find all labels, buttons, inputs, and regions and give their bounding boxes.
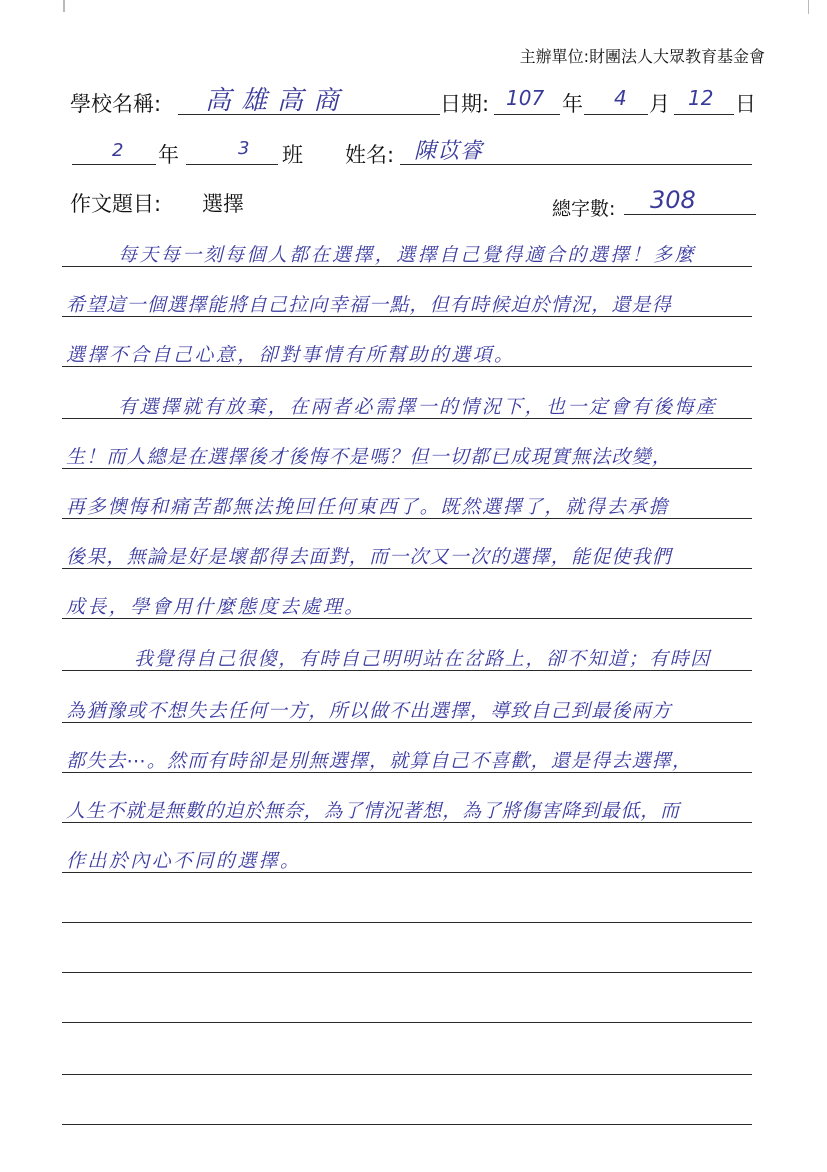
day-value: 12 xyxy=(688,86,714,110)
essay-line: 為猶豫或不想失去任何一方，所以做不出選擇，導致自己到最後兩方 xyxy=(66,700,673,722)
title-label: 作文題目: xyxy=(70,192,162,216)
ruled-line xyxy=(62,872,752,873)
wordcount-label: 總字數: xyxy=(552,198,616,220)
month-label: 月 xyxy=(649,92,670,116)
ruled-line xyxy=(62,922,752,923)
day-label: 日 xyxy=(735,92,756,116)
wordcount-value: 308 xyxy=(650,186,696,214)
grade-underline xyxy=(72,164,156,165)
date-label: 日期: xyxy=(440,92,490,116)
ruled-line xyxy=(62,1022,752,1023)
ruled-line xyxy=(62,518,752,519)
ruled-line xyxy=(62,670,752,671)
ruled-line xyxy=(62,618,752,619)
grade-label: 年 xyxy=(158,143,179,167)
essay-line: 每天每一刻每個人都在選擇，選擇自己覺得適合的選擇！多麼 xyxy=(118,244,696,266)
ruled-line xyxy=(62,418,752,419)
ruled-line xyxy=(62,1124,752,1125)
ruled-line xyxy=(62,568,752,569)
ruled-line xyxy=(62,316,752,317)
ruled-line xyxy=(62,366,752,367)
essay-line: 選擇不合自己心意，卻對事情有所幫助的選項。 xyxy=(66,344,516,366)
school-underline xyxy=(178,114,440,115)
wordcount-underline xyxy=(624,214,756,215)
title-value: 選擇 xyxy=(202,192,244,216)
name-label: 姓名: xyxy=(345,143,395,167)
essay-line: 作出於內心不同的選擇。 xyxy=(66,850,302,872)
essay-line: 人生不就是無數的迫於無奈，為了情況著想，為了將傷害降到最低，而 xyxy=(66,800,680,822)
scan-speck xyxy=(63,0,65,12)
ruled-line xyxy=(62,972,752,973)
year-value: 107 xyxy=(506,86,545,110)
ruled-line xyxy=(62,772,752,773)
day-underline xyxy=(674,114,734,115)
essay-line: 生！而人總是在選擇後才後悔不是嗎？但一切都已成現實無法改變， xyxy=(66,446,673,468)
essay-line: 我覺得自己很傻，有時自己明明站在岔路上，卻不知道；有時因 xyxy=(134,648,711,670)
class-value: 3 xyxy=(238,138,250,159)
organizer-text: 主辦單位:財團法人大眾教育基金會 xyxy=(519,47,765,66)
month-underline xyxy=(584,114,648,115)
month-value: 4 xyxy=(614,86,627,110)
school-value: 高雄高商 xyxy=(205,86,350,116)
grade-value: 2 xyxy=(112,140,124,161)
scan-speck xyxy=(808,0,809,14)
ruled-line xyxy=(62,1074,752,1075)
class-label: 班 xyxy=(282,143,303,167)
name-value: 陳苡睿 xyxy=(414,139,484,164)
ruled-line xyxy=(62,468,752,469)
essay-line: 希望這一個選擇能將自己拉向幸福一點，但有時候迫於情況，還是得 xyxy=(66,294,673,316)
essay-line: 成長，學會用什麼態度去處理。 xyxy=(66,596,366,618)
ruled-line xyxy=(62,266,752,267)
year-underline xyxy=(494,114,560,115)
school-label: 學校名稱: xyxy=(70,92,162,116)
name-underline xyxy=(400,164,752,165)
essay-line: 都失去⋯。然而有時卻是別無選擇，就算自己不喜歡，還是得去選擇， xyxy=(66,750,693,772)
essay-line: 有選擇就有放棄，在兩者必需擇一的情況下，也一定會有後悔產 xyxy=(118,396,718,418)
ruled-line xyxy=(62,822,752,823)
year-label: 年 xyxy=(562,92,583,116)
class-underline xyxy=(186,164,278,165)
ruled-line xyxy=(62,722,752,723)
essay-line: 後果，無論是好是壞都得去面對，而一次又一次的選擇，能促使我們 xyxy=(66,546,673,568)
essay-line: 再多懊悔和痛苦都無法挽回任何東西了。既然選擇了，就得去承擔 xyxy=(66,496,670,518)
